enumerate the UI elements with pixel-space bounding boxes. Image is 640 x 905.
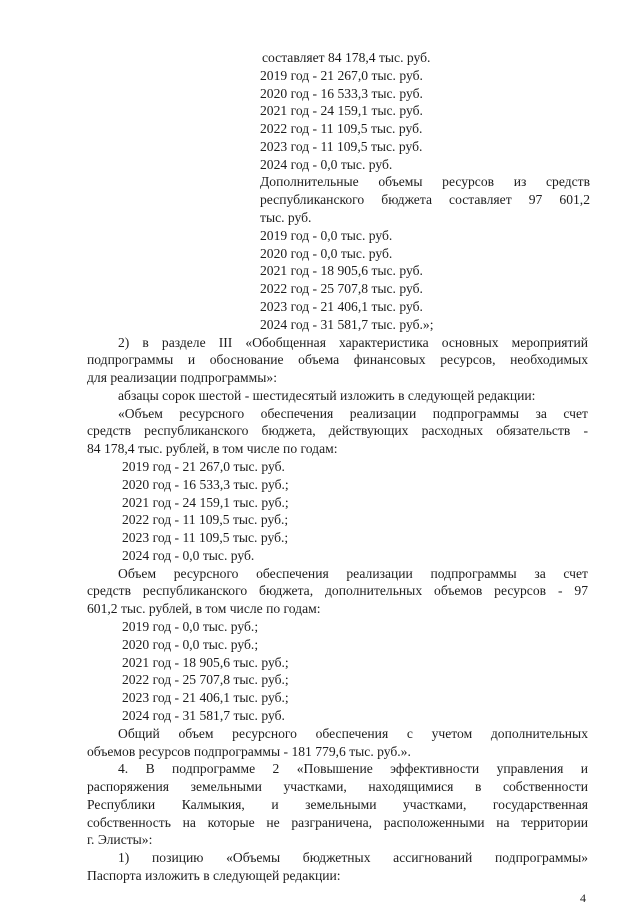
text-line: 601,2 тыс. рублей, в том числе по годам: — [87, 601, 321, 617]
text-line: 2024 год - 0,0 тыс. руб. — [260, 156, 393, 172]
text-line: 2022 год - 11 109,5 тыс. руб. — [260, 121, 423, 137]
text-line: 2022 год - 11 109,5 тыс. руб.; — [122, 512, 289, 528]
text-line: тыс. руб. — [260, 210, 312, 226]
text-line: 2024 год - 31 581,7 тыс. руб.»; — [260, 316, 434, 332]
text-line: 2020 год - 0,0 тыс. руб.; — [122, 636, 259, 652]
text-line: 2021 год - 18 905,6 тыс. руб.; — [122, 654, 289, 670]
text-line: 2023 год - 11 109,5 тыс. руб.; — [122, 530, 289, 546]
text-line: Республики Калмыкия, и земельными участками, государственная — [87, 796, 588, 812]
text-line: 2021 год - 24 159,1 тыс. руб. — [260, 103, 423, 119]
text-line: 2022 год - 25 707,8 тыс. руб.; — [122, 672, 289, 688]
text-line: подпрограммы и обоснование объема финансовых ресурсов, необходимых — [87, 352, 588, 368]
text-line: Паспорта изложить в следующей редакции: — [87, 868, 341, 883]
text-line: 2019 год - 0,0 тыс. руб.; — [122, 619, 259, 635]
text-line: «Объем ресурсного обеспечения реализации подпрограммы за счет — [118, 405, 588, 421]
text-line: собственность на которые не разграничена, расположенными на территории — [87, 814, 588, 830]
text-line: Объем ресурсного обеспечения реализации подпрограммы за счет — [118, 565, 588, 581]
text-line: республиканского бюджета составляет 97 601,2 — [260, 192, 590, 208]
text-line: 2019 год - 21 267,0 тыс. руб. — [260, 67, 423, 83]
text-line: 2023 год - 21 406,1 тыс. руб. — [260, 298, 423, 314]
text-line: средств республиканского бюджета, дополнительных объемов ресурсов - 97 — [87, 583, 588, 599]
text-line: Общий объем ресурсного обеспечения с учетом дополнительных — [118, 725, 588, 741]
text-line: 2020 год - 16 533,3 тыс. руб. — [260, 85, 423, 101]
text-line: 84 178,4 тыс. рублей, в том числе по годам: — [87, 441, 338, 457]
text-line: 2020 год - 0,0 тыс. руб. — [260, 245, 393, 261]
text-line: 4. В подпрограмме 2 «Повышение эффективности управления и — [118, 761, 588, 777]
text-line: 2) в разделе III «Обобщенная характеристика основных мероприятий — [118, 334, 588, 350]
text-line: составляет 84 178,4 тыс. руб. — [262, 50, 431, 65]
text-line: 2022 год - 25 707,8 тыс. руб. — [260, 281, 423, 297]
text-line: 2019 год - 21 267,0 тыс. руб. — [122, 459, 285, 474]
text-line: 2019 год - 0,0 тыс. руб. — [260, 227, 393, 243]
text-line: 2023 год - 21 406,1 тыс. руб.; — [122, 690, 289, 706]
text-line: для реализации подпрограммы»: — [87, 370, 277, 386]
text-line: 2021 год - 18 905,6 тыс. руб. — [260, 263, 423, 279]
text-line: средств республиканского бюджета, действующих расходных обязательств - — [87, 423, 588, 439]
page-number: 4 — [580, 891, 586, 905]
text-line: Дополнительные объемы ресурсов из средств — [260, 174, 590, 190]
text-line: абзацы сорок шестой - шестидесятый изложить в следующей редакции: — [118, 387, 536, 403]
text-line: 1) позицию «Объемы бюджетных ассигнований подпрограммы» — [118, 850, 588, 866]
text-line: 2024 год - 31 581,7 тыс. руб. — [122, 707, 285, 723]
text-line: 2021 год - 24 159,1 тыс. руб.; — [122, 494, 289, 510]
text-line: 2024 год - 0,0 тыс. руб. — [122, 547, 255, 563]
text-line: г. Элисты»: — [87, 832, 153, 848]
text-line: 2020 год - 16 533,3 тыс. руб.; — [122, 476, 289, 492]
text-line: распоряжения земельными участками, находящимися в собственности — [87, 779, 588, 795]
text-line: 2023 год - 11 109,5 тыс. руб. — [260, 138, 423, 154]
text-line: объемов ресурсов подпрограммы - 181 779,6 тыс. руб.». — [87, 743, 411, 759]
